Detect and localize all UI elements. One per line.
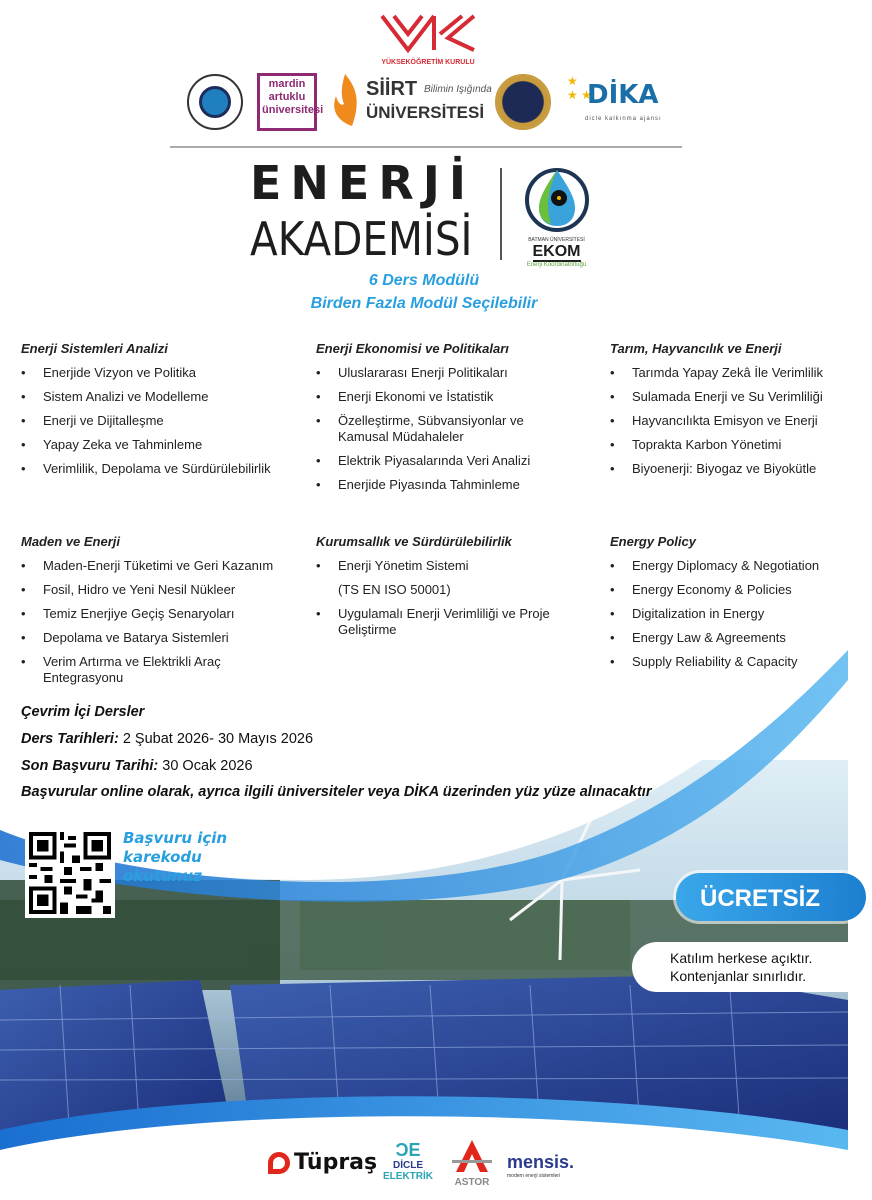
module-title: Energy Policy xyxy=(610,534,696,549)
yok-logo xyxy=(378,14,478,66)
batman-university-logo xyxy=(187,74,243,130)
title-divider xyxy=(500,168,502,260)
module-item: • Enerji Ekonomi ve İstatistik xyxy=(316,389,546,405)
module-item: • Toprakta Karbon Yönetimi xyxy=(610,437,848,453)
module-item: • Fosil, Hidro ve Yeni Nesil Nükleer xyxy=(21,582,291,598)
module-title: Enerji Ekonomisi ve Politikaları xyxy=(316,341,509,356)
dika-logo: ★ ★ ★ DİKA dicle kalkınma ajansı xyxy=(567,74,662,122)
module-item: • Tarımda Yapay Zekâ İle Verimlilik xyxy=(610,365,848,381)
module-title: Enerji Sistemleri Analizi xyxy=(21,341,168,356)
application-note: Başvurular online olarak, ayrıca ilgili üniversiteler veya DİKA üzerinden yüz yüze alınacaktır xyxy=(21,784,652,800)
module-item: • Energy Diplomacy & Negotiation xyxy=(610,558,848,574)
module-item: • Verimlilik, Depolama ve Sürdürülebilirlik xyxy=(21,461,311,477)
ekom-logo: BATMAN ÜNİVERSİTESİ EKOM Enerji Koordinatörlüğü xyxy=(514,164,599,264)
module-item: • Sistem Analizi ve Modelleme xyxy=(21,389,311,405)
module-item: • Uluslararası Enerji Politikaları xyxy=(316,365,546,381)
module-mining-energy xyxy=(21,534,291,694)
participation-note: Katılım herkese açıktır. Kontenjanlar sınırlıdır. xyxy=(632,942,872,992)
module-item: • Biyoenerji: Biyogaz ve Biyokütle xyxy=(610,461,848,477)
module-item: • Elektrik Piyasalarında Veri Analizi xyxy=(316,453,546,469)
mardin-artuklu-logo: mardin artuklu üniversitesi xyxy=(257,73,317,131)
module-energy-policy xyxy=(610,534,848,678)
module-item: • Temiz Enerjiye Geçiş Senaryoları xyxy=(21,606,291,622)
module-agriculture-energy xyxy=(610,341,848,485)
online-courses: Çevrim İçi Dersler xyxy=(21,704,145,720)
module-item: • Digitalization in Energy xyxy=(610,606,848,622)
module-item: • Energy Economy & Policies xyxy=(610,582,848,598)
header-divider xyxy=(170,146,682,148)
module-title: Tarım, Hayvancılık ve Enerji xyxy=(610,341,782,356)
module-item: • Enerjide Piyasında Tahminleme xyxy=(316,477,546,493)
title-line1: ENERJİ xyxy=(250,156,475,210)
module-item: • Supply Reliability & Capacity xyxy=(610,654,848,670)
subtitle-modules: 6 Ders Modülü xyxy=(368,272,480,289)
module-item: • Maden-Enerji Tüketimi ve Geri Kazanım xyxy=(21,558,291,574)
astor-logo: ASTOR xyxy=(449,1140,495,1188)
qr-code[interactable] xyxy=(25,828,115,918)
application-deadline: Son Başvuru Tarihi: 30 Ocak 2026 xyxy=(21,758,253,774)
module-energy-economics xyxy=(316,341,546,501)
module-item: • Hayvancılıkta Emisyon ve Enerji xyxy=(610,413,848,429)
module-item: • Sulamada Enerji ve Su Verimliliği xyxy=(610,389,848,405)
module-item: • Depolama ve Batarya Sistemleri xyxy=(21,630,291,646)
subtitle-multiple-selection: Birden Fazla Modül Seçilebilir xyxy=(310,295,538,312)
module-energy-systems-analysis xyxy=(21,341,311,485)
module-item: • Enerji ve Dijitalleşme xyxy=(21,413,311,429)
free-badge: ÜCRETSİZ xyxy=(676,873,866,921)
module-title: Maden ve Enerji xyxy=(21,534,120,549)
mensis-logo: mensis. modern enerji sistemleri xyxy=(507,1152,575,1179)
module-item: • Uygulamalı Enerji Verimliliği ve Proje Geliştirme xyxy=(316,606,556,638)
module-item: • Verim Artırma ve Elektrikli Araç Entegrasyonu xyxy=(21,654,221,686)
module-item: • Energy Law & Agreements xyxy=(610,630,848,646)
module-item: (TS EN ISO 50001) xyxy=(338,582,451,597)
institution-seal-logo xyxy=(495,74,551,130)
qr-instructions: Başvuru için karekodu okutunuz xyxy=(123,829,228,885)
module-institutionalization xyxy=(316,534,556,646)
module-item: • Enerjide Vizyon ve Politika xyxy=(21,365,311,381)
module-title: Kurumsallık ve Sürdürülebilirlik xyxy=(316,534,512,549)
tupras-logo: Tüpraş xyxy=(268,1150,377,1175)
module-item: • Özelleştirme, Sübvansiyonlar ve Kamusal Müdahaleler xyxy=(316,413,526,445)
yok-label: YÜKSEKÖĞRETİM KURULU xyxy=(381,59,475,66)
siirt-university-logo: SİİRT Bilimin Işığında ÜNİVERSİTESİ xyxy=(330,74,482,129)
course-dates: Ders Tarihleri: 2 Şubat 2026- 30 Mayıs 2026 xyxy=(21,731,314,747)
module-item: • Enerji Yönetim Sistemi xyxy=(316,558,556,574)
title-line2: AKADEMİSİ xyxy=(250,212,473,266)
module-item: • Yapay Zeka ve Tahminleme xyxy=(21,437,311,453)
dicle-elektrik-logo: ƆE DİCLE ELEKTRİK xyxy=(383,1140,433,1182)
